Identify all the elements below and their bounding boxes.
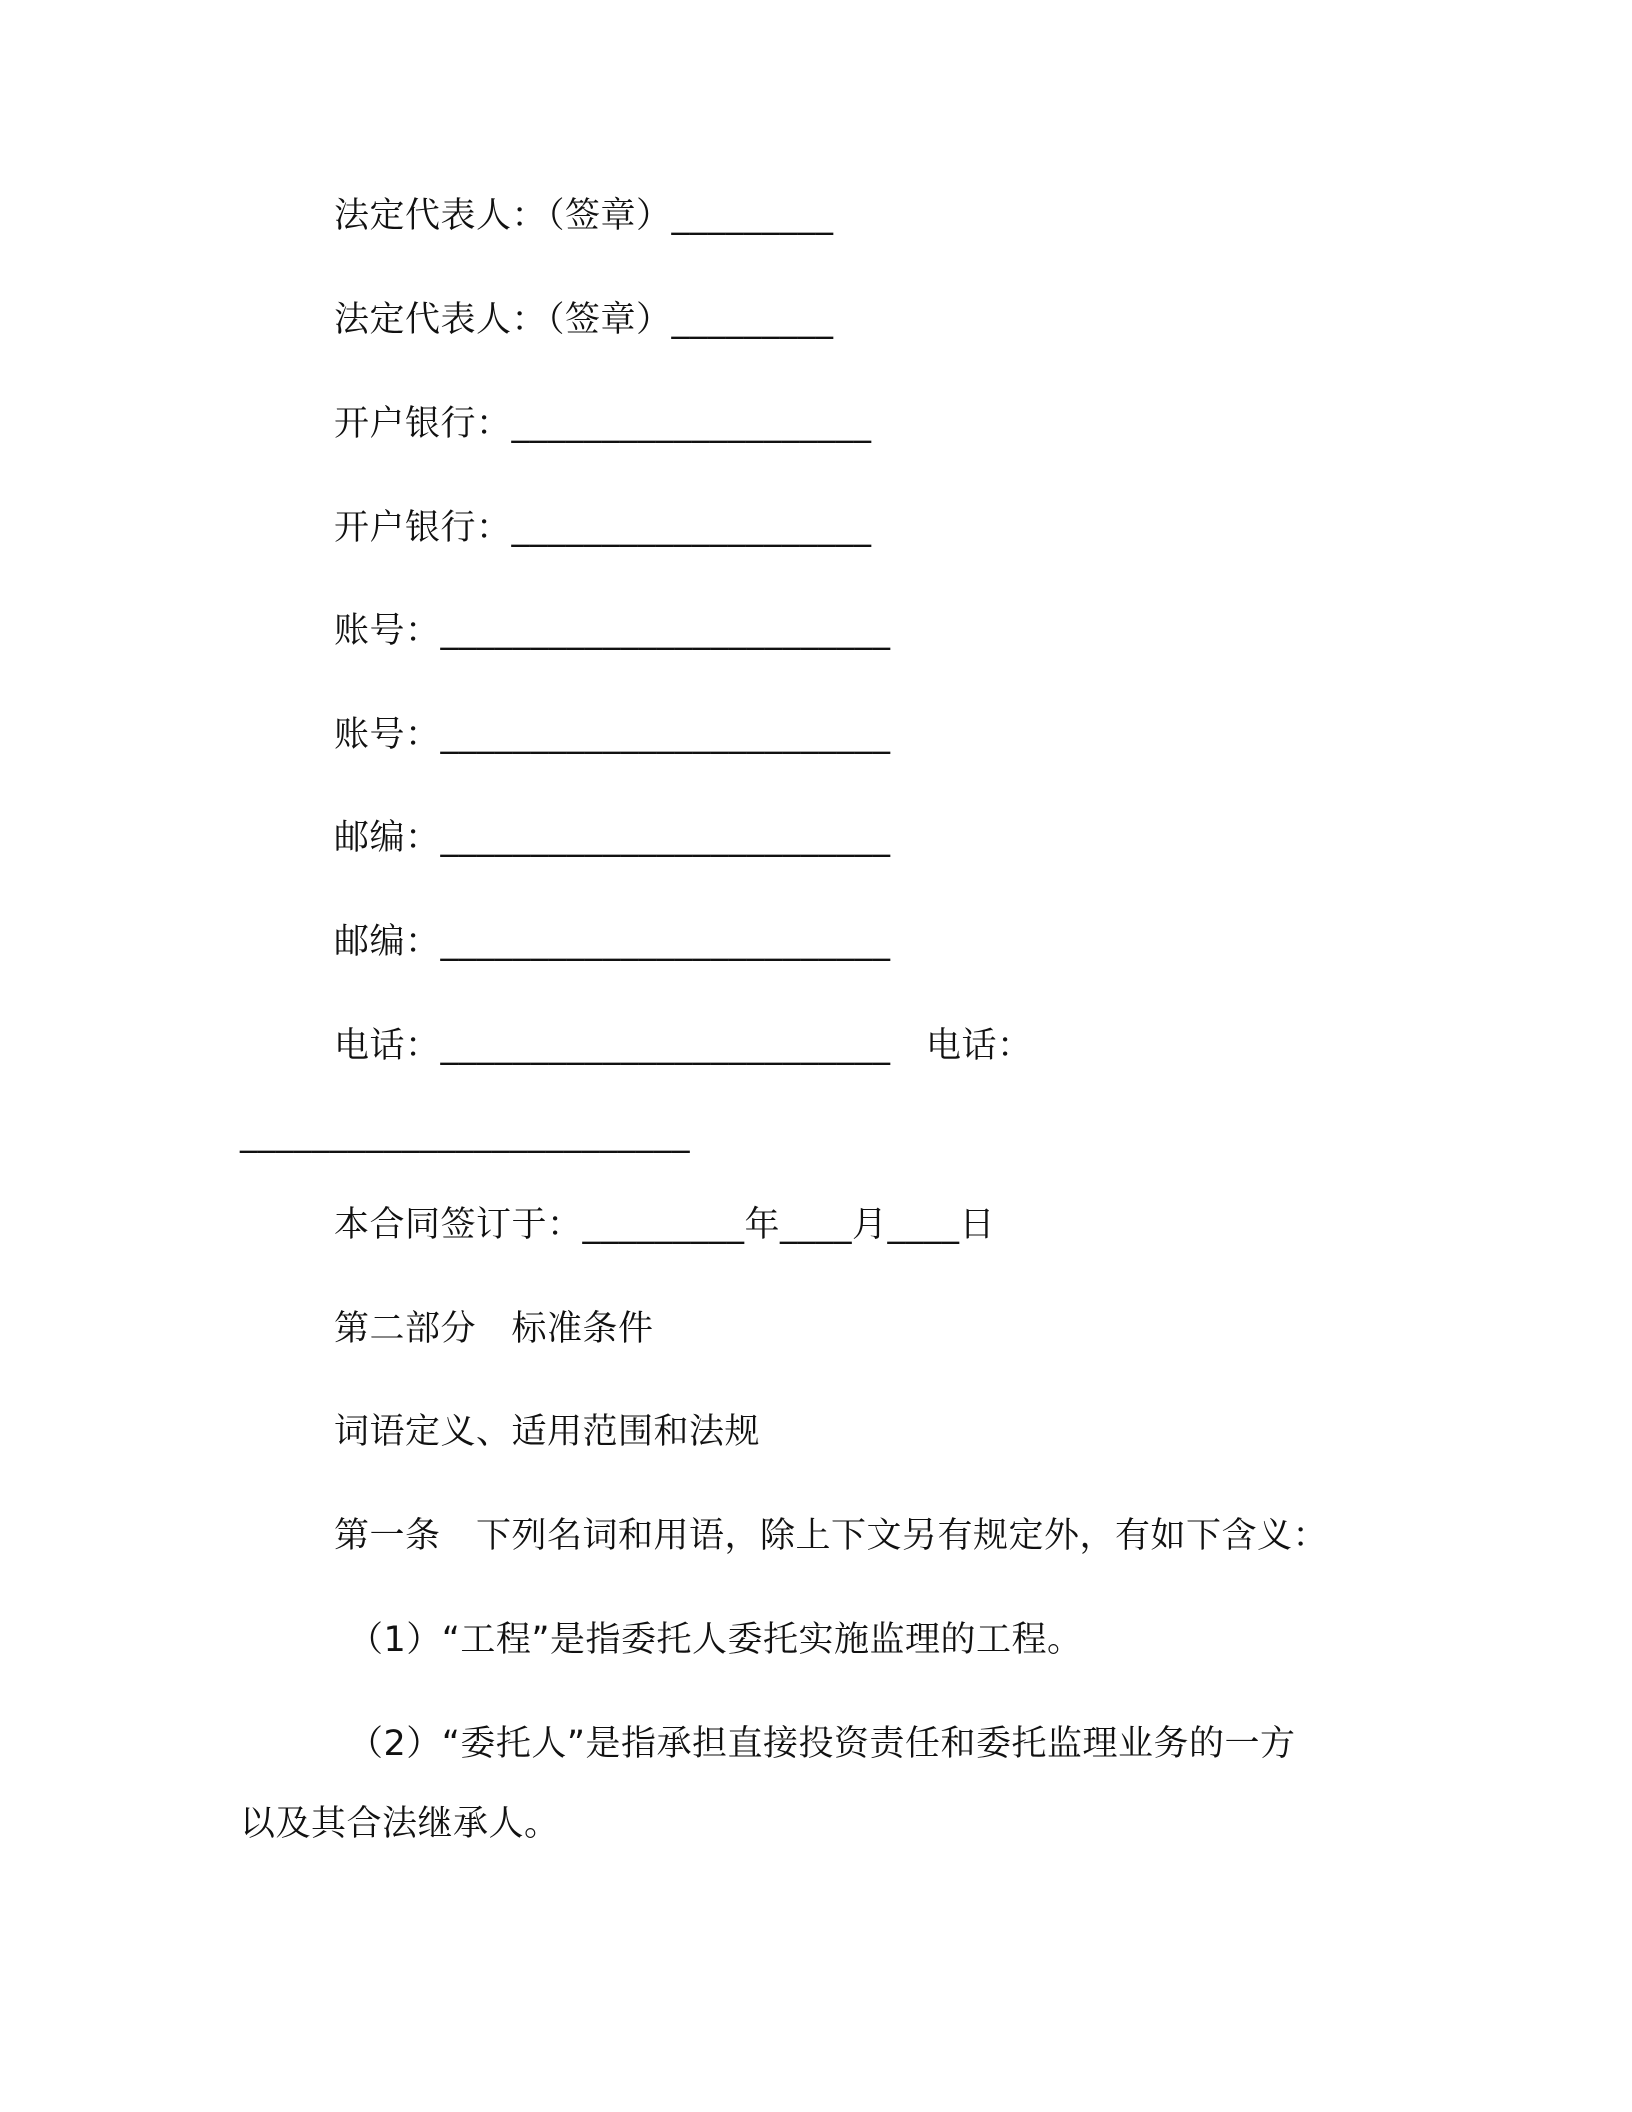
section-heading: 第二部分 标准条件 <box>334 1309 654 1349</box>
account-line: 账号：_________________________ <box>334 715 891 755</box>
legal-rep-signature-line: 法定代表人：（签章）_________ <box>334 300 834 340</box>
definition-item-2: （2）“委托人”是指承担直接投资责任和委托监理业务的一方 <box>348 1724 1296 1764</box>
definition-item-1: （1）“工程”是指委托人委托实施监理的工程。 <box>348 1620 1083 1660</box>
signing-date-line: 本合同签订于：_________年____月____日 <box>334 1205 996 1245</box>
article-one: 第一条 下列名词和用语，除上下文另有规定外，有如下含义： <box>334 1516 1329 1556</box>
subsection-heading: 词语定义、适用范围和法规 <box>334 1412 761 1452</box>
definition-item-2-continuation: 以及其合法继承人。 <box>240 1804 560 1844</box>
account-line: 账号：_________________________ <box>334 611 891 651</box>
bank-line: 开户银行：____________________ <box>334 404 872 444</box>
postcode-line: 邮编：_________________________ <box>334 818 891 858</box>
phone-continuation-line: _________________________ <box>240 1114 690 1154</box>
postcode-line: 邮编：_________________________ <box>334 922 891 962</box>
bank-line: 开户银行：____________________ <box>334 508 872 548</box>
legal-rep-signature-line: 法定代表人：（签章）_________ <box>334 196 834 236</box>
phone-line: 电话：_________________________ 电话： <box>334 1026 1033 1066</box>
